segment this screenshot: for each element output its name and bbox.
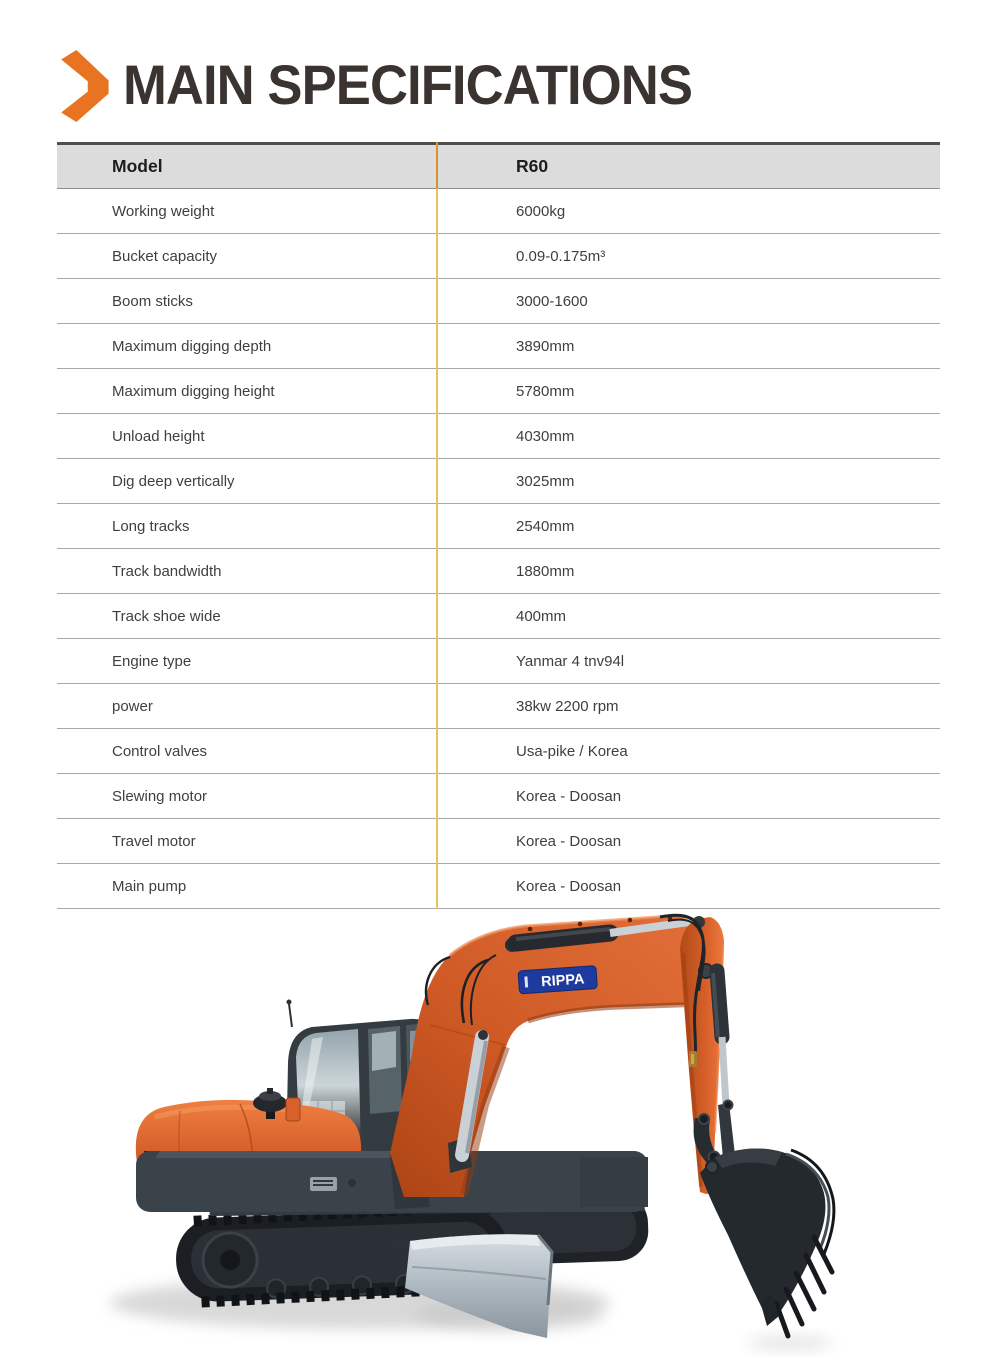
spec-label: Track shoe wide <box>112 607 221 625</box>
brand-badge-text: RIPPA <box>540 971 585 991</box>
page-title: MAIN SPECIFICATIONS <box>123 53 692 116</box>
table-row <box>57 324 940 369</box>
spec-table-body <box>57 189 940 909</box>
table-row <box>57 684 940 729</box>
spec-label: Unload height <box>112 427 205 445</box>
spec-value: 1880mm <box>516 562 575 580</box>
spec-value: 0.09-0.175m³ <box>516 247 606 265</box>
spec-label: Bucket capacity <box>112 247 218 265</box>
spec-value: Korea - Doosan <box>516 877 622 895</box>
spec-label: Control valves <box>112 742 208 760</box>
table-row <box>57 639 940 684</box>
spec-label: Slewing motor <box>112 787 208 805</box>
spec-value: 6000kg <box>516 202 566 220</box>
spec-value: 3000-1600 <box>516 292 588 310</box>
spec-value: Korea - Doosan <box>516 832 622 850</box>
spec-value: 400mm <box>516 607 567 625</box>
spec-label: Main pump <box>112 877 187 895</box>
bucket <box>700 1148 834 1336</box>
table-row <box>57 279 940 324</box>
spec-label: Boom sticks <box>112 292 193 310</box>
table-header-row <box>57 142 940 189</box>
table-row <box>57 504 940 549</box>
spec-value: Usa-pike / Korea <box>516 742 628 760</box>
spec-label: Dig deep vertically <box>112 472 235 490</box>
spec-label: Travel motor <box>112 832 196 850</box>
spec-label: Long tracks <box>112 517 190 535</box>
model-column-header: Model <box>112 156 163 176</box>
spec-value: Korea - Doosan <box>516 787 622 805</box>
spec-value: 4030mm <box>516 427 575 445</box>
spec-value: Yanmar 4 tnv94l <box>516 652 625 670</box>
spec-value: 3890mm <box>516 337 575 355</box>
table-row <box>57 234 940 279</box>
spec-value: 38kw 2200 rpm <box>516 697 619 715</box>
table-row <box>57 774 940 819</box>
table-row <box>57 189 940 234</box>
spec-label: power <box>112 697 153 715</box>
spec-table <box>57 142 940 909</box>
column-divider <box>436 142 438 909</box>
spec-value: 2540mm <box>516 517 575 535</box>
spec-label: Maximum digging height <box>112 382 275 400</box>
table-row <box>57 369 940 414</box>
spec-value: 3025mm <box>516 472 575 490</box>
title-block <box>57 48 728 122</box>
table-row <box>57 459 940 504</box>
table-row <box>57 819 940 864</box>
chevron-right-icon <box>57 50 109 122</box>
excavator-image <box>60 905 940 1357</box>
table-row <box>57 729 940 774</box>
table-row <box>57 864 940 909</box>
model-column-value: R60 <box>516 156 549 176</box>
spec-label: Engine type <box>112 652 192 670</box>
spec-label: Track bandwidth <box>112 562 222 580</box>
spec-label: Maximum digging depth <box>112 337 272 355</box>
table-row <box>57 594 940 639</box>
spec-label: Working weight <box>112 202 215 220</box>
table-row <box>57 414 940 459</box>
table-row <box>57 549 940 594</box>
spec-value: 5780mm <box>516 382 575 400</box>
brand-badge <box>518 966 597 994</box>
